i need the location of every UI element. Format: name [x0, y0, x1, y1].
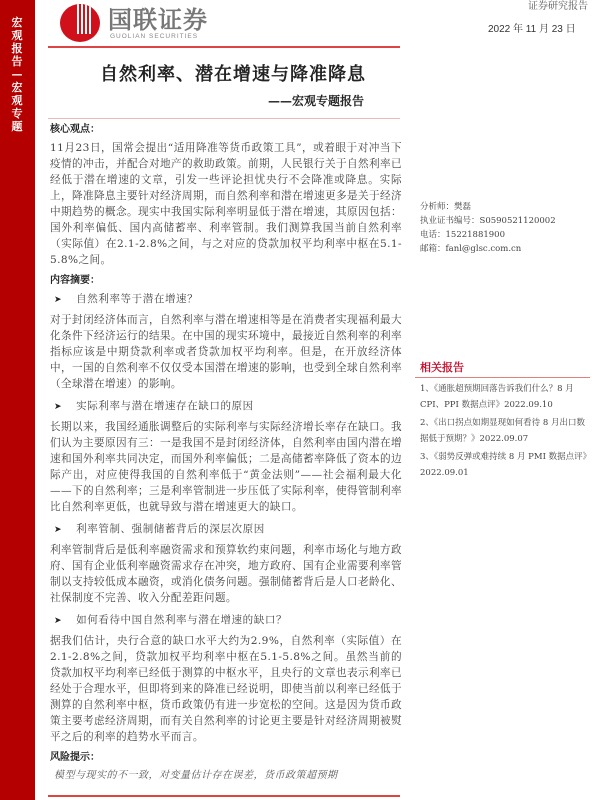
analyst-info: [420, 200, 595, 256]
header-divider: [48, 46, 400, 48]
summary-text: 据我们估计，央行合意的缺口水平大约为2.9%，自然利率（实际值）在2.1-2.8%之间，贷款加权平均利率中枢在5.1-5.8%之间。虽然当前的贷款加权平均利率已经低于测算的中枢水平，且央行的文章也表示利率已经处于合理水平，但即将到来的降准已经说明，即使当前以利率已经低于测算的自然利率中枢，货币政策仍有进一步宽松的空间。这是因为货币政策主要考虑经济周期，而有关自然利率的讨论更主要是针对经济周期被熨平之后的利率的趋势水平而言。: [50, 635, 402, 743]
report-date: 2022 年 11 月 23 日: [488, 24, 576, 35]
summary-bullet: ➤ 自然利率等于潜在增速？: [54, 293, 199, 305]
summary-bullet: ➤ 利率管制、强制储蓄背后的深层次原因: [54, 523, 265, 535]
arrow-bullet-icon: ➤: [54, 616, 63, 626]
related-report-link[interactable]: 3、《弱势反弹或难持续 8 月 PMI 数据点评》2022.09.01: [420, 452, 587, 478]
related-reports: [415, 360, 590, 483]
related-report-link[interactable]: 2、《出口拐点如期显现如何看待 8 月出口数据低于预期？》2022.09.07: [420, 418, 585, 444]
page-title: 自然利率、潜在增速与降准降息: [100, 64, 366, 85]
summary-text: 对于封闭经济体而言，自然利率与潜在增速相等是在消费者实现福利最大化条件下经济运行的结果。在中国的现实环境中，最接近自然利率的利率指标应该是中期贷款利率或者贷款加权平均利率。但是，在开放经济体中，一国的自然利率不仅仅受本国潜在增速的影响，也受到全球自然利率（全球潜在增速）的影响。: [50, 314, 402, 390]
analyst-email[interactable]: 邮箱：fanl@glsc.com.cn: [420, 244, 522, 254]
risk-text: 模型与现实的不一致，对变量估计存在误差，货币政策超预期: [54, 770, 338, 781]
related-heading: 相关报告: [415, 360, 590, 378]
core-divider: [48, 118, 400, 119]
company-logo: [60, 4, 208, 42]
risk-heading: 风险提示：: [50, 752, 100, 763]
arrow-bullet-icon: ➤: [54, 295, 63, 305]
summary-heading: 内容摘要：: [50, 275, 100, 286]
arrow-bullet-icon: ➤: [54, 402, 63, 412]
analyst-phone: 电话：15221881900: [420, 230, 505, 240]
logo-name-en: GUOLIAN SECURITIES: [110, 32, 199, 40]
arrow-bullet-icon: ➤: [54, 525, 63, 535]
analyst-license: 执业证书编号：S0590521120002: [420, 216, 556, 226]
sidebar-label: 宏观报告—宏观专题: [11, 16, 23, 133]
summary-text: 利率管制背后是低利率融资需求和预算软约束问题，利率市场化与地方政府、国有企业低利率融资需求存在冲突，地方政府、国有企业需要利率管制以支持较低成本融资，或消化债务问题。强制储蓄背后是人口老龄化、社保制度不完善、收入分配差距问题。: [50, 544, 402, 604]
page-subtitle: ——宏观专题报告: [268, 94, 365, 108]
analyst-name: 分析师：樊磊: [420, 202, 472, 212]
footer-divider: [48, 795, 400, 797]
logo-mark-icon: [60, 4, 100, 42]
summary-bullet: ➤ 如何看待中国自然利率与潜在增速的缺口？: [54, 614, 288, 626]
summary-bullet: ➤ 实际利率与潜在增速存在缺口的原因: [54, 400, 254, 412]
core-text: 11月23日，国常会提出“适用降准等货币政策工具”，或着眼于对冲当下疫情的冲击，并配合对地产的救助政策。前期，人民银行关于自然利率已经低于潜在增速的文章，引发一些评论担忧央行不会降准或降息。实际上，降准降息主要针对经济周期，而自然利率和潜在增速更多是关于经济中期趋势的概念。现实中我国实际利率明显低于潜在增速，其原因包括：国外利率偏低、国内高储蓄率、利率管制。我们测算我国当前自然利率（实际值）在2.1-2.8%之间，与之对应的贷款加权平均利率中枢在5.1-5.8%之间。: [50, 142, 402, 266]
main-column: [50, 123, 402, 783]
summary-text: 长期以来，我国经通胀调整后的实际利率与实际经济增长率存在缺口。我们认为主要原因有三：一是我国不是封闭经济体，自然利率由国内潜在增速和国外利率共同决定，而国外利率偏低；二是高储蓄率降低了资本的边际产出，对应使得我国的自然利率低于“黄金法则”——社会福利最大化——下的自然利率；三是利率管制进一步压低了实际利率，使得管制利率比自然利率更低，也就导致与潜在增速更大的缺口。: [50, 421, 402, 513]
logo-name-cn: 国联证券: [108, 5, 208, 34]
related-report-link[interactable]: 1、《通胀超预期回落告诉我们什么？8 月 CPI、PPI 数据点评》2022.09.10: [420, 384, 574, 410]
core-heading: 核心观点：: [50, 124, 100, 135]
sidebar-band: [0, 0, 35, 800]
report-type-label: 证券研究报告: [528, 1, 588, 12]
